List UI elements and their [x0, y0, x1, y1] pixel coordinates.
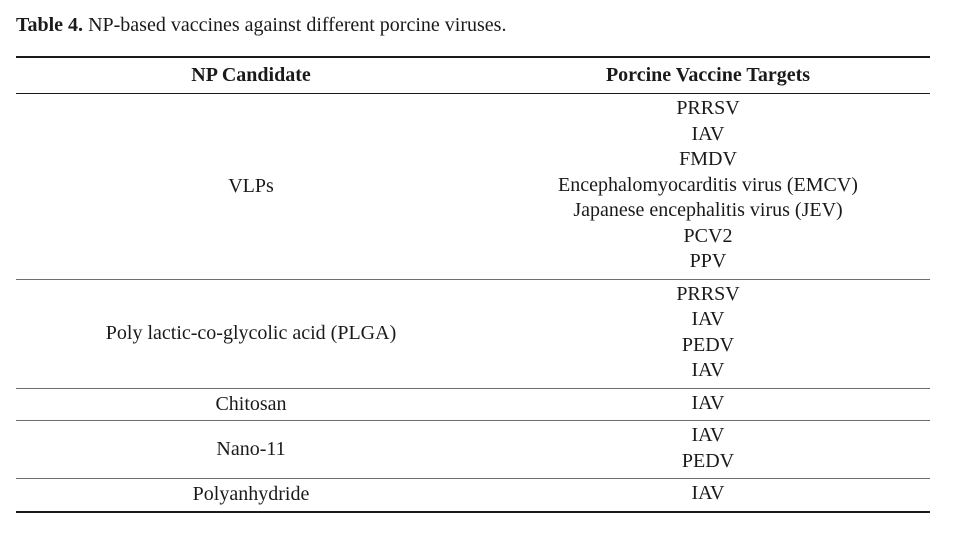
target-item: Japanese encephalitis virus (JEV) — [573, 199, 843, 221]
targets-cell — [486, 388, 930, 421]
target-item: PEDV — [681, 449, 735, 472]
target-item: IAV — [691, 391, 725, 414]
np-candidate-cell: Poly lactic-co-glycolic acid (PLGA) — [105, 322, 397, 344]
table-row — [16, 94, 930, 280]
target-item: PRRSV — [676, 282, 740, 305]
target-item: PEDV — [681, 333, 735, 356]
targets-cell — [486, 279, 930, 388]
target-item: IAV — [691, 122, 725, 145]
table-row — [16, 479, 930, 512]
np-candidate-cell: Polyanhydride — [192, 483, 310, 506]
table-row — [16, 279, 930, 388]
header-np-candidate: NP Candidate — [191, 64, 311, 86]
target-item: Encephalomyocarditis virus (EMCV) — [558, 173, 858, 196]
header-porcine-vaccine-targets: Porcine Vaccine Targets — [605, 64, 811, 86]
np-candidate-cell: VLPs — [228, 174, 274, 197]
target-item: PRRSV — [676, 97, 740, 119]
np-candidate-cell: Chitosan — [215, 392, 287, 415]
target-item: PPV — [689, 250, 727, 272]
table-header — [16, 57, 930, 94]
table-row — [16, 421, 930, 479]
np-candidate-cell: Nano-11 — [216, 438, 286, 460]
target-item: IAV — [691, 424, 725, 446]
table-body — [16, 94, 930, 512]
target-item: IAV — [691, 482, 725, 504]
table-row — [16, 388, 930, 421]
targets-cell — [486, 479, 930, 512]
table-caption — [16, 13, 506, 37]
table-caption-label: Table 4. — [16, 14, 84, 36]
target-item: IAV — [691, 359, 725, 381]
table-caption-text: NP-based vaccines against different porcine viruses. — [83, 14, 507, 36]
targets-cell — [486, 94, 930, 280]
np-vaccine-table — [16, 56, 930, 513]
targets-cell — [486, 421, 930, 479]
header-row — [16, 57, 930, 94]
target-item: IAV — [691, 308, 725, 330]
target-item: PCV2 — [683, 224, 733, 247]
target-item: FMDV — [679, 148, 737, 170]
